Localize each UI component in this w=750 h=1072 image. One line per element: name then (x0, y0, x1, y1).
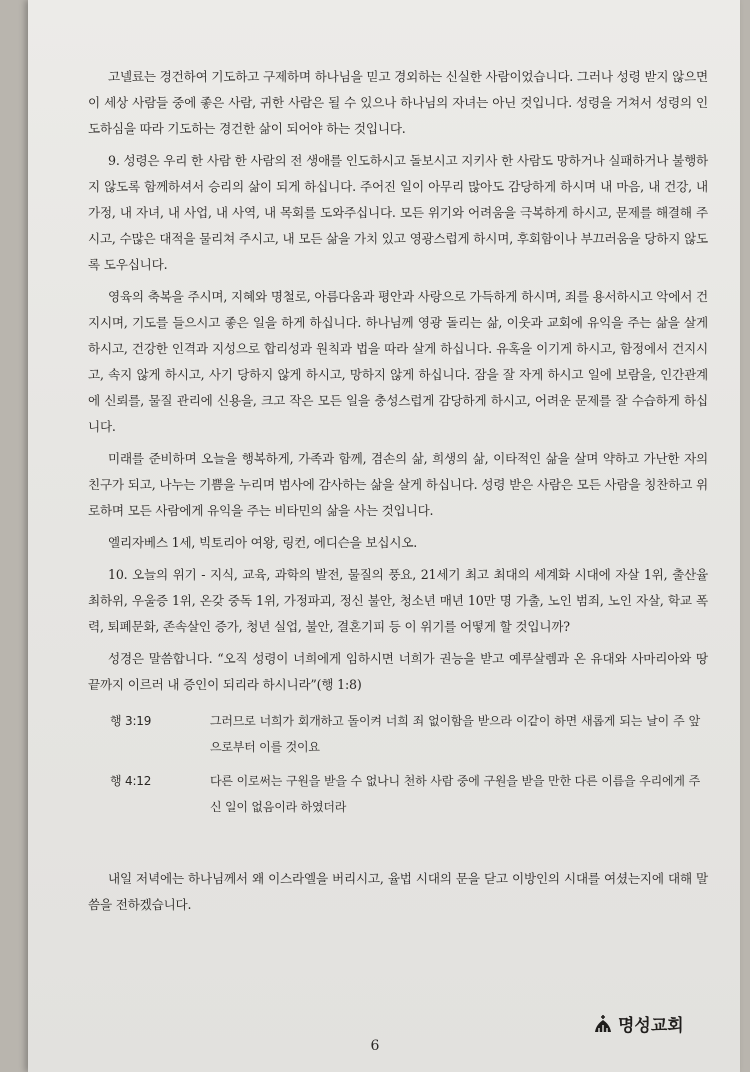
bible-ref-text: 그러므로 너희가 회개하고 돌이켜 너희 죄 없이함을 받으라 이같이 하면 새롭게 되는 날이 주 앞으로부터 이를 것이요 (210, 714, 700, 754)
bible-ref-text: 다른 이로써는 구원을 받을 수 없나니 천하 사람 중에 구원을 받을 만한 다른 이름을 우리에게 주신 일이 없음이라 하였더라 (210, 774, 700, 814)
paragraph-cornelius: 고넬료는 경건하여 기도하고 구제하며 하나님을 믿고 경외하는 신실한 사람이었습니다. 그러나 성령 받지 않으면 이 세상 사람들 중에 좋은 사람, 귀한 사람은 될 수 있으나 하나님의 자녀는 아닌 것입니다. 성령을 거쳐서 성령의 인도하심을 따라 기도하는 경건한 삶이 되어야 하는 것입니다. (88, 69, 708, 136)
bible-ref-row (88, 768, 708, 820)
church-logo (592, 1011, 684, 1036)
bible-references (88, 708, 708, 820)
church-name: 명성교회 (618, 1016, 684, 1036)
page-number: 6 (370, 1038, 380, 1054)
paragraph-scripture: 성경은 말씀합니다. “오직 성령이 너희에게 임하시면 너희가 권능을 받고 예루살렘과 온 유대와 사마리아와 땅 끝까지 이르러 내 증인이 되리라 하시니라”(행 1:8) (88, 651, 708, 692)
bible-ref-row (88, 708, 708, 760)
bible-ref-label: 행 3:19 (110, 714, 152, 728)
paragraph-examples: 엘리자베스 1세, 빅토리아 여왕, 링컨, 에디슨을 보십시오. (108, 535, 418, 550)
paragraph-point-9: 9. 성령은 우리 한 사람 한 사람의 전 생애를 인도하시고 돌보시고 지키사 한 사람도 망하거나 실패하거나 불행하지 않도록 함께하셔서 승리의 삶이 되게 하십니다. 주어진 일이 아무리 많아도 감당하게 하시며 내 마음, 내 건강, 내 가정, 내 자녀, 내 사업, 내 사역, 내 목회를 도와주십니다. 모든 위기와 어려움을 극복하게 하시고, 문제를 해결해 주시고, 수많은 대적을 물리쳐 주시고, 내 모든 삶을 가치 있고 영광스럽게 하시며, 후회함이나 부끄러움을 당하지 않도록 도우십니다. (88, 153, 708, 272)
paragraph-point-10: 10. 오늘의 위기 - 지식, 교육, 과학의 발전, 물질의 풍요, 21세기 최고 최대의 세계화 시대에 자살 1위, 출산율 최하위, 우울증 1위, 온갖 중독 1위, 가정파괴, 정신 불안, 청소년 매년 10만 명 가출, 노인 범죄, 노인 자살, 학교 폭력, 퇴폐문화, 존속살인 증가, 청년 실업, 불안, 결혼기피 등 이 위기를 어떻게 할 것입니까? (88, 567, 708, 634)
document-page (28, 0, 740, 1072)
paragraph-future: 미래를 준비하며 오늘을 행복하게, 가족과 함께, 겸손의 삶, 희생의 삶, 이타적인 삶을 살며 약하고 가난한 자의 친구가 되고, 나누는 기쁨을 누리며 범사에 감사하는 삶을 살게 하십니다. 성령 받은 사람은 모든 사람을 칭찬하고 위로하며 모든 사람에게 유익을 주는 비타민의 삶을 사는 것입니다. (88, 451, 708, 518)
paragraph-closing: 내일 저녁에는 하나님께서 왜 이스라엘을 버리시고, 율법 시대의 문을 닫고 이방인의 시대를 여셨는지에 대해 말씀을 전하겠습니다. (88, 871, 708, 912)
sermon-body (88, 64, 708, 924)
paragraph-blessings: 영육의 축복을 주시며, 지혜와 명철로, 아름다움과 평안과 사랑으로 가득하게 하시며, 죄를 용서하시고 악에서 건지시며, 기도를 들으시고 좋은 일을 하게 하십니다. 하나님께 영광 돌리는 삶, 이웃과 교회에 유익을 주는 삶을 살게 하시고, 건강한 인격과 지성으로 합리성과 원칙과 법을 따라 살게 하십니다. 유혹을 이기게 하시고, 함정에서 건지시고, 속지 않게 하시고, 사기 당하지 않게 하시고, 망하지 않게 하십니다. 잠을 잘 자게 하시고 일에 보람을, 인간관계에 신뢰를, 물질 관리에 신용을, 크고 작은 모든 일을 충성스럽게 감당하게 하시고, 어려운 문제를 잘 수습하게 하십니다. (88, 289, 708, 434)
church-logo-icon (592, 1014, 614, 1034)
bible-ref-label: 행 4:12 (110, 774, 152, 788)
